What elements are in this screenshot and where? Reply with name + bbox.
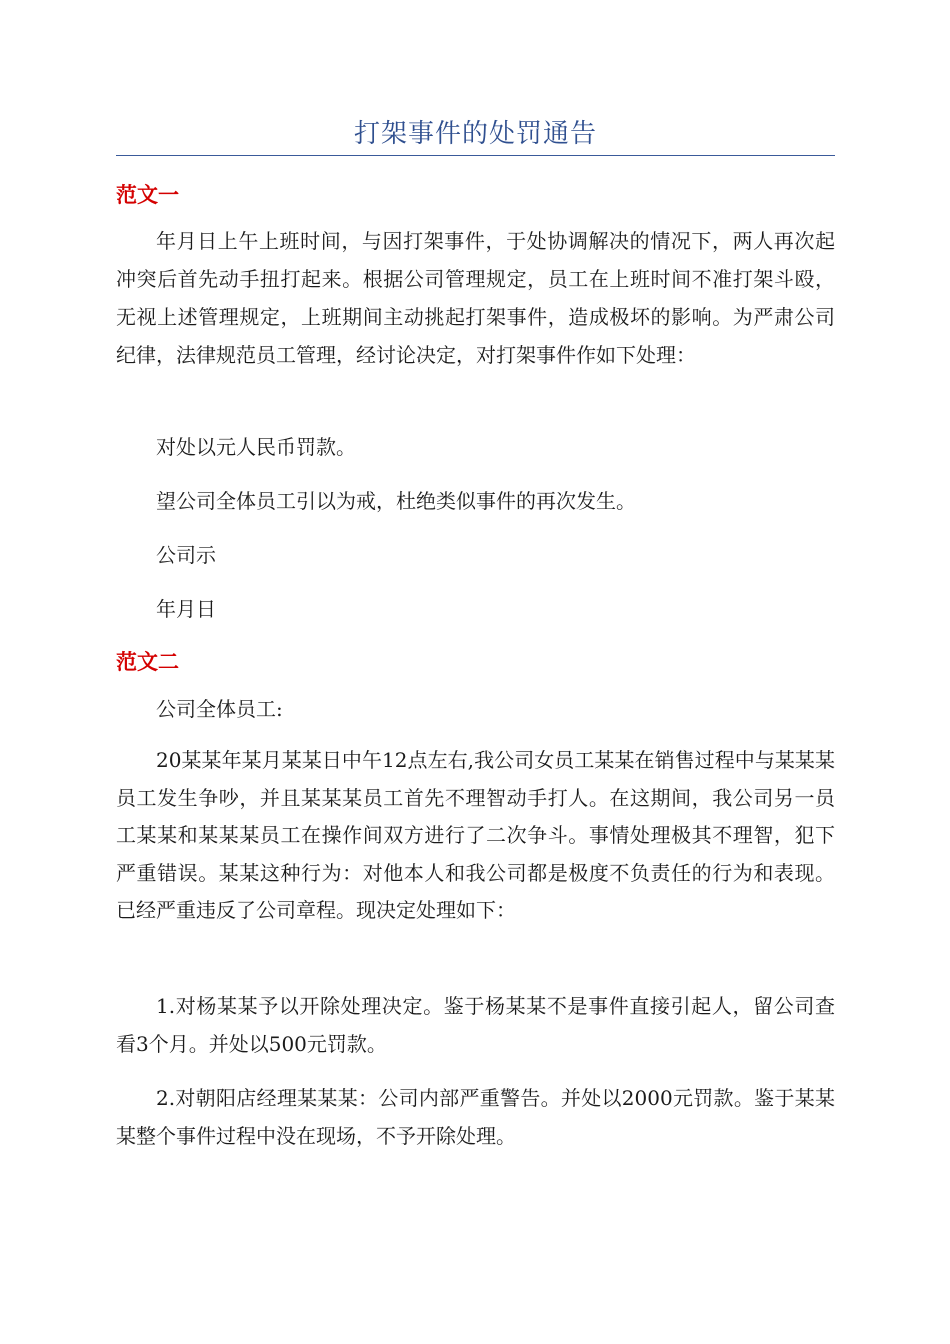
document-title: 打架事件的处罚通告 (353, 119, 597, 149)
section-1-paragraph-3: 望公司全体员工引以为戒，杜绝类似事件的再次发生。 (156, 489, 636, 513)
section-1-paragraph-1: 年月日上午上班时间，与因打架事件，于处协调解决的情况下，两人再次起冲突后首先动手扭打起来。根据公司管理规定，员工在上班时间不准打架斗殴，无视上述管理规定，上班期间主动挑起打架事件，造成极坏的影响。为严肃公司纪律，法律规范员工管理，经讨论决定，对打架事件作如下处理： (116, 229, 835, 367)
section-2-paragraph-3: 1.对杨某某予以开除处理决定。鉴于杨某某不是事件直接引起人，留公司查看3个月。并处以500元罚款。 (116, 994, 835, 1056)
section-2-paragraph-1: 公司全体员工: (156, 697, 283, 721)
section-1-paragraph-2: 对处以元人民币罚款。 (156, 435, 356, 459)
section-1-paragraph-5: 年月日 (156, 597, 216, 621)
section-heading-1: 范文一 (116, 183, 179, 207)
section-2-paragraph-4: 2.对朝阳店经理某某某：公司内部严重警告。并处以2000元罚款。鉴于某某某整个事件过程中没在现场，不予开除处理。 (116, 1086, 835, 1148)
title-divider (116, 155, 835, 156)
section-heading-2: 范文二 (116, 650, 179, 674)
section-1-paragraph-4: 公司示 (156, 543, 216, 567)
section-2-paragraph-2: 20某某年某月某某日中午12点左右,我公司女员工某某在销售过程中与某某某员工发生争吵，并且某某某员工首先不理智动手打人。在这期间，我公司另一员工某某和某某某员工在操作间双方进行了二次争斗。事情处理极其不理智，犯下严重错误。某某这种行为：对他本人和我公司都是极度不负责任的行为和表现。已经严重违反了公司章程。现决定处理如下： (116, 748, 835, 922)
